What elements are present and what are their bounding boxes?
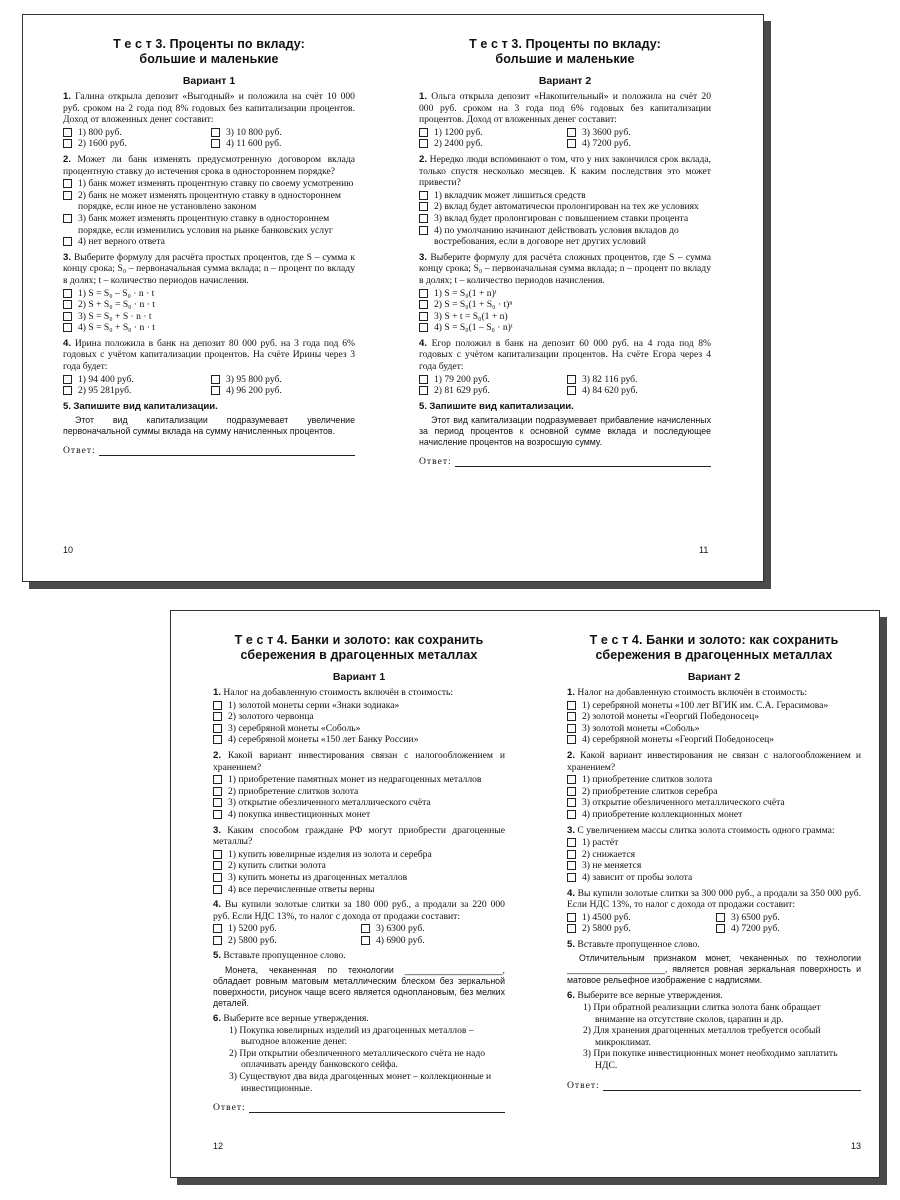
answer-option[interactable]: 3) 82 116 руб. — [567, 374, 711, 386]
answer-option[interactable]: 4) нет верного ответа — [63, 236, 355, 248]
page-12 — [213, 633, 505, 1113]
page-title: Т е с т 4. Банки и золото: как сохранить сбережения в драгоценных металлах — [589, 633, 839, 662]
checkbox[interactable] — [716, 924, 725, 933]
answer-option[interactable]: 1) растёт — [567, 837, 861, 849]
book-spread-test4 — [170, 610, 880, 1178]
checkbox[interactable] — [63, 191, 72, 200]
question-2: 2. Какой вариант инвестирования связан с налогообложением и хранением? 1) приобретение памятных монет из недрагоценных металлов 2) приобретение слитков золота 3) открытие обезличенного металлического счёта 4) покупка инвестиционных монет — [213, 749, 505, 820]
answer-label: Ответ: — [419, 456, 452, 468]
checkbox[interactable] — [213, 936, 222, 945]
book-spread-test3 — [22, 14, 764, 582]
answer-option[interactable]: 2) банк не может изменять процентную ставку в одностороннем порядке, если иное не установлено законом — [63, 190, 355, 213]
checkbox[interactable] — [213, 724, 222, 733]
answer-option[interactable]: 1) вкладчик может лишиться средств — [419, 190, 711, 202]
checkbox[interactable] — [63, 375, 72, 384]
checkbox[interactable] — [63, 139, 72, 148]
checkbox[interactable] — [716, 913, 725, 922]
answer-option[interactable]: 3) купить монеты из драгоценных металлов — [213, 872, 505, 884]
statement: 3) Существуют два вида драгоценных монет – коллекционные и инвестиционные. — [229, 1071, 492, 1094]
checkbox[interactable] — [419, 289, 428, 298]
answer-option[interactable]: 1) 4500 руб. — [567, 912, 712, 924]
question-3: 3. Выберите формулу для расчёта простых процентов, где S – сумма к концу срока; S₀ – первоначальная сумма вклада; n – процент по вкладу в долях; t – количество периодов начисления. 1) S = S₀ – S₀ · n · t 2) S + S₀ = S₀ · n · t 3) S = S₀ + S · n · t 4) S = S₀ + S₀ · n · t — [63, 251, 355, 334]
answer-option[interactable]: 4) S = S₀(1 – S₀ · n)ᵗ — [419, 322, 711, 334]
checkbox[interactable] — [567, 798, 576, 807]
question-6: 6. Выберите все верные утверждения. 1) Покупка ювелирных изделий из драгоценных металлов – выгодное вложение денег. 2) При открытии обезличенного металлического счёта не надо оплачивать аренду банковского сейфа. 3) Существуют два вида драгоценных монет – коллекционные и инвестиционные. — [213, 1013, 505, 1094]
answer-option[interactable]: 4) зависит от пробы золота — [567, 872, 861, 884]
answer-option[interactable]: 2) 1600 руб. — [63, 138, 207, 150]
question-6: 6. Выберите все верные утверждения. 1) При обратной реализации слитка золота банк обращает внимание на отсутствие сколов, царапин и др. 2) Для хранения драгоценных металлов требуется особый микроклимат. 3) При покупке инвестиционных монет необходимо заплатить НДС. — [567, 990, 861, 1071]
answer-option[interactable]: 3) банк может изменять процентную ставку в одностороннем порядке, если изменились условия на рынке банковских услуг — [63, 213, 355, 236]
answer-option[interactable]: 2) приобретение слитков серебра — [567, 786, 861, 798]
checkbox[interactable] — [213, 712, 222, 721]
statement: 3) При покупке инвестиционных монет необходимо заплатить НДС. — [583, 1048, 838, 1072]
checkbox[interactable] — [63, 214, 72, 223]
answer-option[interactable]: 4) 6900 руб. — [361, 935, 505, 947]
checkbox[interactable] — [211, 386, 220, 395]
checkbox[interactable] — [567, 128, 576, 137]
question-1: 1. Налог на добавленную стоимость включён в стоимость: 1) серебряной монеты «100 лет ВГИК им. С.А. Герасимова» 2) золотой монеты «Георгий Победоносец» 3) золотой монеты «Соболь» 4) серебряной монеты «Георгий Победоносец» — [567, 687, 861, 746]
checkbox[interactable] — [213, 798, 222, 807]
question-2: 2. Нередко люди вспоминают о том, что у них закончился срок вклада, только спустя несколько месяцев. К каким последствия это может привести? 1) вкладчик может лишиться средств 2) вклад будет автоматически пролонгирован на тех же условиях 3) вклад будет пролонгирован с повышением ставки процента 4) по умолчанию начинают действовать условия вкладов до востребования, если в договоре нет других условий — [419, 153, 711, 248]
answer-line[interactable] — [455, 457, 711, 467]
question-2: 2. Какой вариант инвестирования не связан с налогообложением и хранением? 1) приобретение слитков золота 2) приобретение слитков серебра 3) открытие обезличенного металлического счёта 4) приобретение коллекционных монет — [567, 749, 861, 820]
answer-field[interactable] — [213, 1102, 505, 1113]
answer-option[interactable]: 3) вклад будет пролонгирован с повышением ставки процента — [419, 213, 711, 225]
checkbox[interactable] — [419, 312, 428, 321]
answer-option[interactable]: 4) по умолчанию начинают действовать условия вкладов до востребования, если в договоре нет других условий — [419, 225, 711, 248]
answer-option[interactable]: 3) S + t = S₀(1 + n) — [419, 311, 711, 323]
answer-line[interactable] — [99, 446, 355, 456]
checkbox[interactable] — [419, 323, 428, 332]
answer-option[interactable]: 1) банк может изменять процентную ставку по своему усмотрению — [63, 178, 355, 190]
statement: 2) При открытии обезличенного металлического счёта не надо оплачивать аренду банковского сейфа. — [229, 1047, 486, 1071]
answer-option[interactable]: 2) 95 281руб. — [63, 385, 207, 397]
answer-option[interactable]: 4) серебряной монеты «Георгий Победоносец» — [567, 734, 861, 746]
question-2: 2. Может ли банк изменять предусмотренную договором вклада процентную ставку до истечения срока в одностороннем порядке? 1) банк может изменять процентную ставку по своему усмотрению 2) банк не может изменять процентную ставку в одностороннем порядке, если иное не установлено законом 3) банк может изменять процентную ставку в одностороннем порядке, если изменились условия на рынке банковских услуг 4) нет верного ответа — [63, 153, 355, 248]
checkbox[interactable] — [567, 139, 576, 148]
checkbox[interactable] — [63, 179, 72, 188]
checkbox[interactable] — [567, 924, 576, 933]
answer-option[interactable]: 1) приобретение памятных монет из недрагоценных металлов — [213, 774, 505, 786]
checkbox[interactable] — [213, 810, 222, 819]
answer-option[interactable]: 4) 96 200 руб. — [211, 385, 355, 397]
page-number: 13 — [851, 1141, 862, 1151]
answer-option[interactable]: 4) 84 620 руб. — [567, 385, 711, 397]
answer-option[interactable]: 4) 11 600 руб. — [211, 138, 355, 150]
answer-option[interactable]: 3) открытие обезличенного металлического счёта — [213, 797, 505, 809]
page-13 — [567, 633, 861, 1091]
answer-option[interactable]: 4) S = S₀ + S₀ · n · t — [63, 322, 355, 334]
page-title: Т е с т 4. Банки и золото: как сохранить сбережения в драгоценных металлах — [234, 633, 484, 662]
checkbox[interactable] — [213, 885, 222, 894]
answer-option[interactable]: 2) 2400 руб. — [419, 138, 563, 150]
page-number: 12 — [213, 1141, 224, 1151]
answer-label: Ответ: — [567, 1079, 600, 1091]
checkbox[interactable] — [567, 386, 576, 395]
question-1: 1. Налог на добавленную стоимость включён в стоимость: 1) золотой монеты серии «Знаки зодиака» 2) золотого червонца 3) серебряной монеты «Соболь» 4) серебряной монеты «150 лет Банку России» — [213, 687, 505, 746]
answer-label: Ответ: — [63, 445, 96, 457]
variant-heading: Вариант 2 — [687, 671, 741, 683]
checkbox[interactable] — [213, 775, 222, 784]
checkbox[interactable] — [213, 701, 222, 710]
answer-option[interactable]: 2) золотой монеты «Георгий Победоносец» — [567, 711, 861, 723]
page-number: 10 — [63, 545, 74, 555]
checkbox[interactable] — [213, 850, 222, 859]
checkbox[interactable] — [567, 873, 576, 882]
checkbox[interactable] — [211, 128, 220, 137]
checkbox[interactable] — [567, 724, 576, 733]
checkbox[interactable] — [213, 861, 222, 870]
checkbox[interactable] — [567, 861, 576, 870]
answer-option[interactable]: 2) S + S₀ = S₀ · n · t — [63, 299, 355, 311]
checkbox[interactable] — [567, 838, 576, 847]
answer-option[interactable]: 4) приобретение коллекционных монет — [567, 809, 861, 821]
checkbox[interactable] — [213, 924, 222, 933]
answer-option[interactable]: 2) приобретение слитков золота — [213, 786, 505, 798]
answer-option[interactable]: 1) серебряной монеты «100 лет ВГИК им. С.А. Герасимова» — [567, 700, 861, 712]
checkbox[interactable] — [419, 386, 428, 395]
checkbox[interactable] — [211, 375, 220, 384]
page-11 — [419, 37, 711, 467]
checkbox[interactable] — [419, 191, 428, 200]
answer-option[interactable]: 3) 10 800 руб. — [211, 127, 355, 139]
answer-option[interactable]: 3) 6500 руб. — [716, 912, 861, 924]
answer-option[interactable]: 3) 95 800 руб. — [211, 374, 355, 386]
checkbox[interactable] — [419, 214, 428, 223]
answer-option[interactable]: 1) S = S₀(1 + n)ᵗ — [419, 288, 711, 300]
checkbox[interactable] — [567, 375, 576, 384]
checkbox[interactable] — [63, 386, 72, 395]
question-3: 3. Выберите формулу для расчёта сложных процентов, где S – сумма концу срока; S₀ – первоначальная сумма вклада; n – процент по вкладу в долях; t – количество периодов начисления. 1) S = S₀(1 + n)ᵗ 2) S = S₀(1 + S₀ · t)ⁿ 3) S + t = S₀(1 + n) 4) S = S₀(1 – S₀ · n)ᵗ — [419, 251, 711, 334]
answer-label: Ответ: — [213, 1102, 246, 1114]
answer-option[interactable]: 1) 79 200 руб. — [419, 374, 563, 386]
page-title: Т е с т 3. Проценты по вкладу: большие и маленькие — [469, 37, 661, 66]
question-4: 4. Ирина положила в банк на депозит 80 000 руб. на 3 года под 6% годовых с учётом капитализации процентов. На счёте Ирины через 3 года будет: 1) 94 400 руб. 3) 95 800 руб. 2) 95 281руб. 4) 96 200 руб. — [63, 337, 355, 397]
variant-heading: Вариант 1 — [332, 671, 386, 683]
answer-option[interactable]: 1) S = S₀ – S₀ · n · t — [63, 288, 355, 300]
question-5: 5. Запишите вид капитализации. Этот вид капитализации подразумевает прибавление начисленных за период процентов к основной сумме вклада и последующее начисление процентов на возросшую сумму. — [419, 400, 711, 448]
question-4: 4. Вы купили золотые слитки за 300 000 руб., а продали за 350 000 руб. Если НДС 13%, то налог с дохода от продажи составит: 1) 4500 руб. 3) 6500 руб. 2) 5800 руб. 4) 7200 руб. — [567, 887, 861, 935]
question-paragraph: Монета, чеканенная по технологии ____________________, обладает ровным матовым металлическим блеском без зеркальной поверхности, рисунок чаще всего является одноплановым, без мелких деталей. — [213, 965, 505, 1009]
checkbox[interactable] — [63, 312, 72, 321]
answer-option[interactable]: 4) серебряной монеты «150 лет Банку России» — [213, 734, 505, 746]
answer-option[interactable]: 4) покупка инвестиционных монет — [213, 809, 505, 821]
answer-option[interactable]: 4) 7200 руб. — [567, 138, 711, 150]
checkbox[interactable] — [213, 787, 222, 796]
statement: 2) Для хранения драгоценных металлов требуется особый микроклимат. — [583, 1025, 821, 1048]
question-paragraph: Этот вид капитализации подразумевает увеличение первоначальной суммы вклада на сумму начисленных процентов. — [63, 415, 355, 437]
variant-heading: Вариант 2 — [538, 75, 592, 87]
answer-option[interactable]: 3) S = S₀ + S · n · t — [63, 311, 355, 323]
statement: 1) При обратной реализации слитка золота банк обращает внимание на отсутствие сколов, царапин и др. — [583, 1002, 821, 1025]
answer-field[interactable] — [567, 1080, 861, 1091]
question-5: 5. Вставьте пропущенное слово. Монета, чеканенная по технологии ____________________, обладает ровным матовым металлическим блеском без зеркальной поверхности, рисунок чаще всего является одноплановым, без мелких деталей. — [213, 950, 505, 1009]
checkbox[interactable] — [361, 924, 370, 933]
checkbox[interactable] — [213, 873, 222, 882]
checkbox[interactable] — [567, 787, 576, 796]
answer-option[interactable]: 1) 800 руб. — [63, 127, 207, 139]
variant-heading: Вариант 1 — [182, 75, 236, 87]
answer-option[interactable]: 2) 81 629 руб. — [419, 385, 563, 397]
answer-option[interactable]: 2) золотого червонца — [213, 711, 505, 723]
answer-option[interactable]: 2) 5800 руб. — [567, 923, 712, 935]
answer-option[interactable]: 1) золотой монеты серии «Знаки зодиака» — [213, 700, 505, 712]
checkbox[interactable] — [63, 289, 72, 298]
answer-line[interactable] — [603, 1081, 861, 1091]
checkbox[interactable] — [567, 913, 576, 922]
checkbox[interactable] — [419, 139, 428, 148]
question-5: 5. Вставьте пропущенное слово. Отличительным признаком монет, чеканенных по технологии ____________________, является ровная зеркальная поверхность и матовое рельефное изображение с надписями. — [567, 938, 861, 986]
checkbox[interactable] — [419, 202, 428, 211]
answer-field[interactable] — [419, 456, 711, 467]
answer-option[interactable]: 3) 3600 руб. — [567, 127, 711, 139]
checkbox[interactable] — [63, 128, 72, 137]
question-1: 1. Ольга открыла депозит «Накопительный» и положила на счёт 20 000 руб. сроком на 3 года под 6% годовых без капитализации процентов. Доход от вложенных денег составит: 1) 1200 руб. 3) 3600 руб. 2) 2400 руб. 4) 7200 руб. — [419, 91, 711, 150]
question-5: 5. Запишите вид капитализации. Этот вид капитализации подразумевает увеличение первоначальной суммы вклада на сумму начисленных процентов. — [63, 400, 355, 437]
answer-option[interactable]: 2) S = S₀(1 + S₀ · t)ⁿ — [419, 299, 711, 311]
answer-option[interactable]: 1) 5200 руб. — [213, 923, 357, 935]
answer-option[interactable]: 3) открытие обезличенного металлического счёта — [567, 797, 861, 809]
answer-option[interactable]: 2) вклад будет автоматически пролонгирован на тех же условиях — [419, 201, 711, 213]
answer-field[interactable] — [63, 445, 355, 456]
checkbox[interactable] — [567, 850, 576, 859]
checkbox[interactable] — [567, 735, 576, 744]
page-number: 11 — [699, 545, 709, 555]
answer-option[interactable]: 3) золотой монеты «Соболь» — [567, 723, 861, 735]
checkbox[interactable] — [211, 139, 220, 148]
answer-option[interactable]: 1) 94 400 руб. — [63, 374, 207, 386]
checkbox[interactable] — [213, 735, 222, 744]
answer-option[interactable]: 3) 6300 руб. — [361, 923, 505, 935]
answer-option[interactable]: 3) не меняется — [567, 860, 861, 872]
statement: 1) Покупка ювелирных изделий из драгоценных металлов – выгодное вложение денег. — [229, 1024, 474, 1048]
answer-line[interactable] — [249, 1103, 505, 1113]
answer-option[interactable]: 4) 7200 руб. — [716, 923, 861, 935]
answer-option[interactable]: 2) 5800 руб. — [213, 935, 357, 947]
question-1: 1. Галина открыла депозит «Выгодный» и положила на счёт 10 000 руб. сроком на 2 года под 8% годовых без капитализации процентов. Доход от вложенных денег составит: 1) 800 руб. 3) 10 800 руб. 2) 1600 руб. 4) 11 600 руб. — [63, 91, 355, 150]
checkbox[interactable] — [567, 775, 576, 784]
checkbox[interactable] — [567, 810, 576, 819]
question-3: 3. С увеличением массы слитка золота стоимость одного грамма: 1) растёт 2) снижается 3) не меняется 4) зависит от пробы золота — [567, 825, 861, 884]
checkbox[interactable] — [419, 226, 428, 235]
question-paragraph: Этот вид капитализации подразумевает прибавление начисленных за период процентов к основной сумме вклада и последующее начисление процентов на возросшую сумму. — [419, 415, 711, 448]
answer-option[interactable]: 1) купить ювелирные изделия из золота и серебра — [213, 849, 505, 861]
checkbox[interactable] — [361, 936, 370, 945]
checkbox[interactable] — [63, 237, 72, 246]
page-10 — [63, 37, 355, 456]
answer-option[interactable]: 2) снижается — [567, 849, 861, 861]
checkbox[interactable] — [419, 128, 428, 137]
answer-option[interactable]: 4) все перечисленные ответы верны — [213, 884, 505, 896]
answer-option[interactable]: 2) купить слитки золота — [213, 860, 505, 872]
checkbox[interactable] — [63, 323, 72, 332]
page-title: Т е с т 3. Проценты по вкладу: большие и маленькие — [113, 37, 305, 66]
checkbox[interactable] — [63, 300, 72, 309]
answer-option[interactable]: 1) 1200 руб. — [419, 127, 563, 139]
question-3: 3. Каким способом граждане РФ могут приобрести драгоценные металлы? 1) купить ювелирные изделия из золота и серебра 2) купить слитки золота 3) купить монеты из драгоценных металлов 4) все перечисленные ответы верны — [213, 824, 505, 895]
checkbox[interactable] — [419, 300, 428, 309]
question-paragraph: Отличительным признаком монет, чеканенных по технологии ____________________, является ровная зеркальная поверхность и матовое рельефное изображение с надписями. — [567, 953, 861, 986]
question-4: 4. Егор положил в банк на депозит 60 000 руб. на 4 года под 8% годовых с учётом капитализации процентов. На счёте Егора через 4 года будет: 1) 79 200 руб. 3) 82 116 руб. 2) 81 629 руб. 4) 84 620 руб. — [419, 337, 712, 397]
checkbox[interactable] — [567, 701, 576, 710]
checkbox[interactable] — [567, 712, 576, 721]
answer-option[interactable]: 3) серебряной монеты «Соболь» — [213, 723, 505, 735]
answer-option[interactable]: 1) приобретение слитков золота — [567, 774, 861, 786]
checkbox[interactable] — [419, 375, 428, 384]
question-4: 4. Вы купили золотые слитки за 180 000 руб., а продали за 220 000 руб. Если НДС 13%, то налог с дохода от продажи составит: 1) 5200 руб. 3) 6300 руб. 2) 5800 руб. 4) 6900 руб. — [213, 899, 505, 946]
